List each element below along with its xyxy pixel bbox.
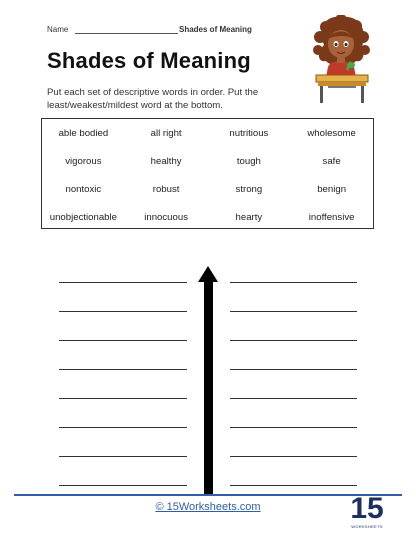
answer-line-left[interactable] bbox=[59, 282, 187, 283]
word: tough bbox=[236, 156, 261, 167]
word: unobjectionable bbox=[49, 212, 117, 223]
name-label: Name bbox=[47, 25, 69, 34]
answer-line-right[interactable] bbox=[230, 456, 357, 457]
word: inoffensive bbox=[308, 212, 355, 223]
word: innocuous bbox=[144, 212, 188, 223]
word: vigorous bbox=[65, 156, 102, 167]
answer-line-right[interactable] bbox=[230, 282, 357, 283]
word: strong bbox=[235, 184, 263, 195]
instructions: Put each set of descriptive words in order. Put the least/weakest/mildest word at the bottom. bbox=[47, 87, 259, 111]
answer-line-right[interactable] bbox=[230, 369, 357, 370]
answer-line-left[interactable] bbox=[59, 311, 187, 312]
word: benign bbox=[317, 184, 347, 195]
answer-line-left[interactable] bbox=[59, 456, 187, 457]
word: nontoxic bbox=[65, 184, 102, 195]
footer-link[interactable]: © 15Worksheets.com bbox=[155, 501, 261, 513]
answer-line-right[interactable] bbox=[230, 311, 357, 312]
word: hearty bbox=[235, 212, 263, 223]
answer-line-left[interactable] bbox=[59, 427, 187, 428]
word: safe bbox=[322, 156, 341, 167]
brand-logo: 15 bbox=[350, 492, 384, 525]
answer-line-right[interactable] bbox=[230, 485, 357, 486]
girl-at-desk-illustration bbox=[306, 15, 376, 105]
footer-divider bbox=[14, 494, 402, 496]
answer-line-left[interactable] bbox=[59, 340, 187, 341]
name-write-line[interactable] bbox=[75, 33, 178, 34]
word: healthy bbox=[150, 156, 182, 167]
word: all right bbox=[150, 128, 182, 139]
brand-logo-text: WORKSHEETS bbox=[351, 524, 383, 529]
answer-line-left[interactable] bbox=[59, 369, 187, 370]
word: wholesome bbox=[307, 128, 356, 139]
word: able bodied bbox=[58, 128, 109, 139]
word: nutritious bbox=[229, 128, 269, 139]
answer-line-right[interactable] bbox=[230, 340, 357, 341]
answer-line-left[interactable] bbox=[59, 398, 187, 399]
word-bank bbox=[41, 118, 374, 229]
worksheet-label: Shades of Meaning bbox=[179, 25, 252, 34]
page-title: Shades of Meaning bbox=[47, 48, 251, 73]
arrow-shaft bbox=[204, 280, 213, 495]
word: robust bbox=[152, 184, 180, 195]
answer-line-right[interactable] bbox=[230, 427, 357, 428]
answer-line-right[interactable] bbox=[230, 398, 357, 399]
answer-line-left[interactable] bbox=[59, 485, 187, 486]
